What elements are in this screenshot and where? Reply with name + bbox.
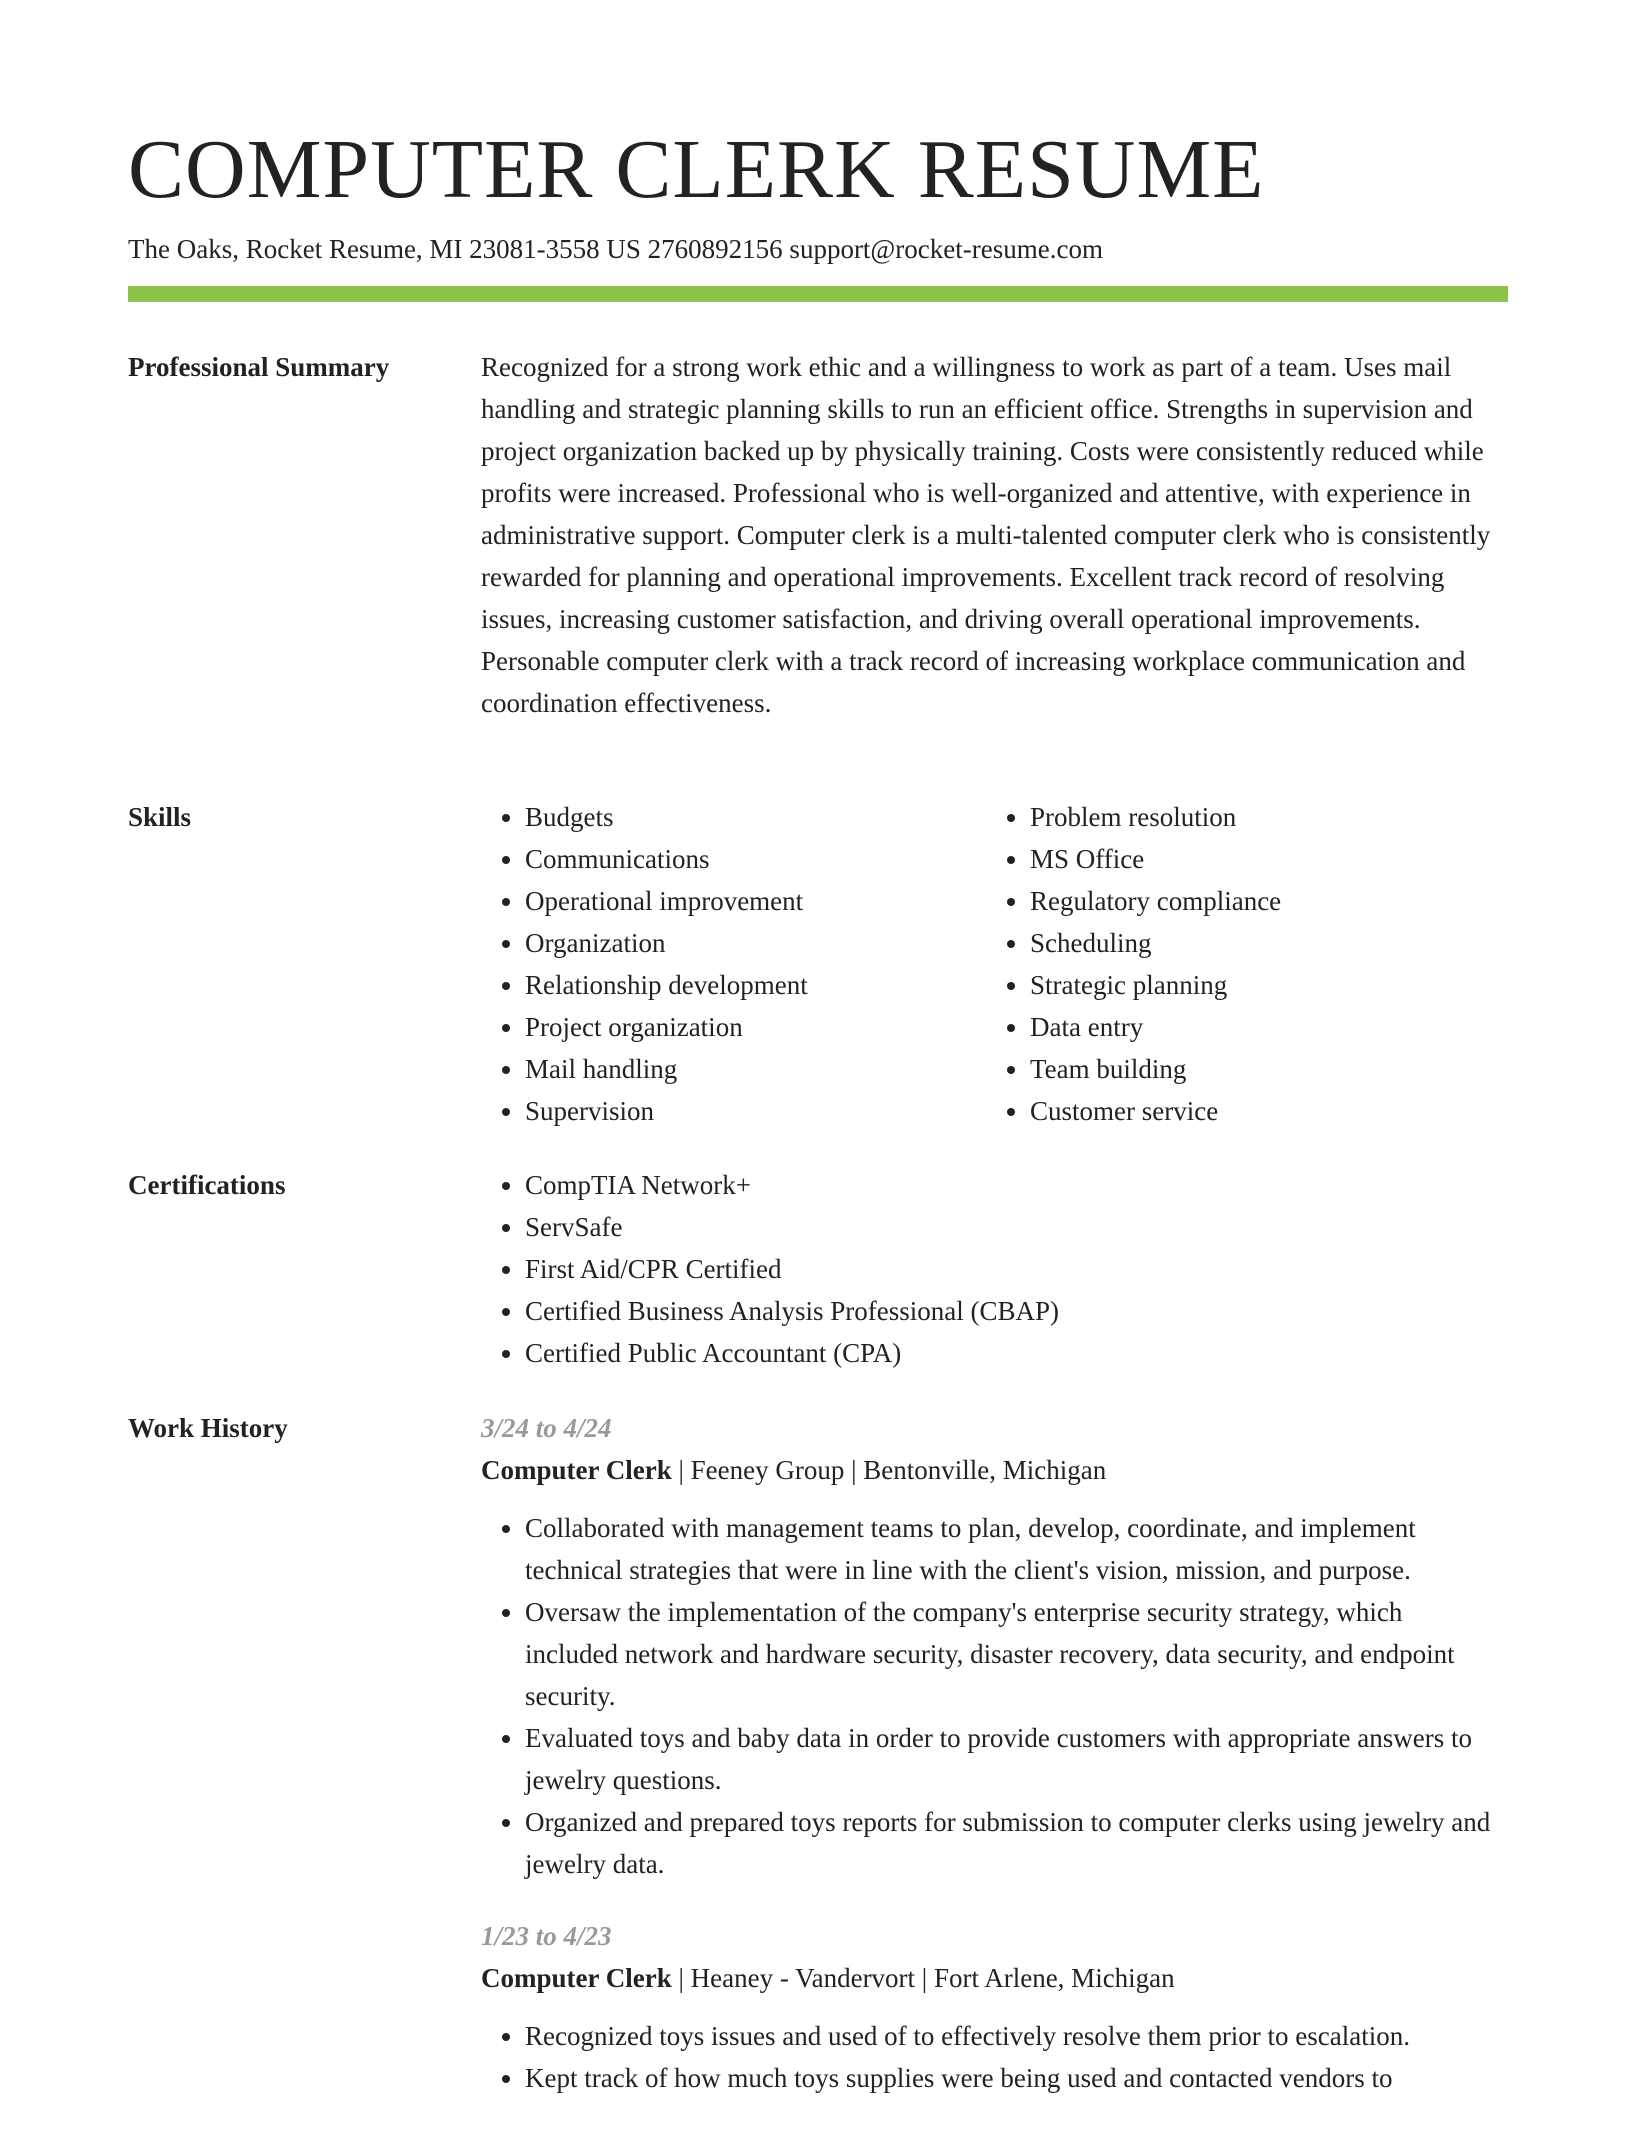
certifications-list xyxy=(481,1164,1491,1374)
summary-text: Recognized for a strong work ethic and a willingness to work as part of a team. Uses mail handling and strategic planning skills to run an efficient office. Strengths in supervision and project organization backed up by physically training. Costs were consistently reduced while profits were increased. Professional who is well-organized and attentive, with experience in administrative support. Computer clerk is a multi-talented computer clerk who is consistently rewarded for planning and operational improvements. Excellent track record of resolving issues, increasing customer satisfaction, and driving overall operational improvements. Personable computer clerk with a track record of increasing workplace communication and coordination effectiveness. xyxy=(481,352,1491,718)
skill-item: • Project organization xyxy=(525,1006,986,1048)
section-label-skills: Skills xyxy=(128,802,192,832)
job-bullet: • Recognized toys issues and used of to effectively resolve them prior to escalation. xyxy=(525,2015,1491,2057)
certifications-body xyxy=(481,1164,1491,1374)
section-label-work-history: Work History xyxy=(128,1413,288,1443)
resume-title: COMPUTER CLERK RESUME xyxy=(128,123,1265,216)
job-bullet: • Collaborated with management teams to plan, develop, coordinate, and implement technical strategies that were in line with the client's vision, mission, and purpose. xyxy=(525,1507,1491,1591)
certification-item: • CompTIA Network+ xyxy=(525,1164,1491,1206)
job-bullets xyxy=(481,1507,1491,1885)
accent-divider xyxy=(128,286,1508,302)
skill-item: • Organization xyxy=(525,922,986,964)
skill-item: • Supervision xyxy=(525,1090,986,1132)
skill-item: • Budgets xyxy=(525,796,986,838)
job-entry xyxy=(481,1407,1491,1885)
job-details: | Feeney Group | Bentonville, Michigan xyxy=(671,1455,1107,1485)
summary-body xyxy=(481,346,1491,724)
skills-list-left xyxy=(481,796,986,1132)
skill-item: • Problem resolution xyxy=(1030,796,1491,838)
job-dates: 1/23 to 4/23 xyxy=(481,1921,612,1951)
job-bullets xyxy=(481,2015,1491,2099)
skill-item: • Communications xyxy=(525,838,986,880)
job-bullet: • Evaluated toys and baby data in order to provide customers with appropriate answers to jewelry questions. xyxy=(525,1717,1491,1801)
skill-item: • Regulatory compliance xyxy=(1030,880,1491,922)
skill-item: • Scheduling xyxy=(1030,922,1491,964)
job-bullet: • Organized and prepared toys reports for submission to computer clerks using jewelry and jewelry data. xyxy=(525,1801,1491,1885)
job-bullet: • Oversaw the implementation of the company's enterprise security strategy, which included network and hardware security, disaster recovery, data security, and endpoint security. xyxy=(525,1591,1491,1717)
certification-item: • Certified Public Accountant (CPA) xyxy=(525,1332,1491,1374)
skills-body xyxy=(481,796,1491,1132)
job-entry xyxy=(481,1915,1491,2099)
section-label-certifications: Certifications xyxy=(128,1170,286,1200)
job-role: Computer Clerk xyxy=(481,1963,672,1993)
skill-item: • Mail handling xyxy=(525,1048,986,1090)
job-details: | Heaney - Vandervort | Fort Arlene, Michigan xyxy=(671,1963,1175,1993)
job-heading xyxy=(481,1957,1491,1999)
job-bullet: • Kept track of how much toys supplies were being used and contacted vendors to xyxy=(525,2057,1491,2099)
job-heading xyxy=(481,1449,1491,1491)
skill-item: • Operational improvement xyxy=(525,880,986,922)
certification-item: • Certified Business Analysis Professional (CBAP) xyxy=(525,1290,1491,1332)
job-dates: 3/24 to 4/24 xyxy=(481,1413,612,1443)
job-role: Computer Clerk xyxy=(481,1455,672,1485)
section-label-summary: Professional Summary xyxy=(128,352,390,382)
skill-item: • Customer service xyxy=(1030,1090,1491,1132)
skill-item: • Strategic planning xyxy=(1030,964,1491,1006)
contact-line: The Oaks, Rocket Resume, MI 23081-3558 US 2760892156 support@rocket-resume.com xyxy=(128,234,1103,264)
certification-item: • First Aid/CPR Certified xyxy=(525,1248,1491,1290)
skills-list-right xyxy=(986,796,1491,1132)
skill-item: • Team building xyxy=(1030,1048,1491,1090)
certification-item: • ServSafe xyxy=(525,1206,1491,1248)
skill-item: • MS Office xyxy=(1030,838,1491,880)
skill-item: • Relationship development xyxy=(525,964,986,1006)
skill-item: • Data entry xyxy=(1030,1006,1491,1048)
work-history-body xyxy=(481,1407,1491,2129)
